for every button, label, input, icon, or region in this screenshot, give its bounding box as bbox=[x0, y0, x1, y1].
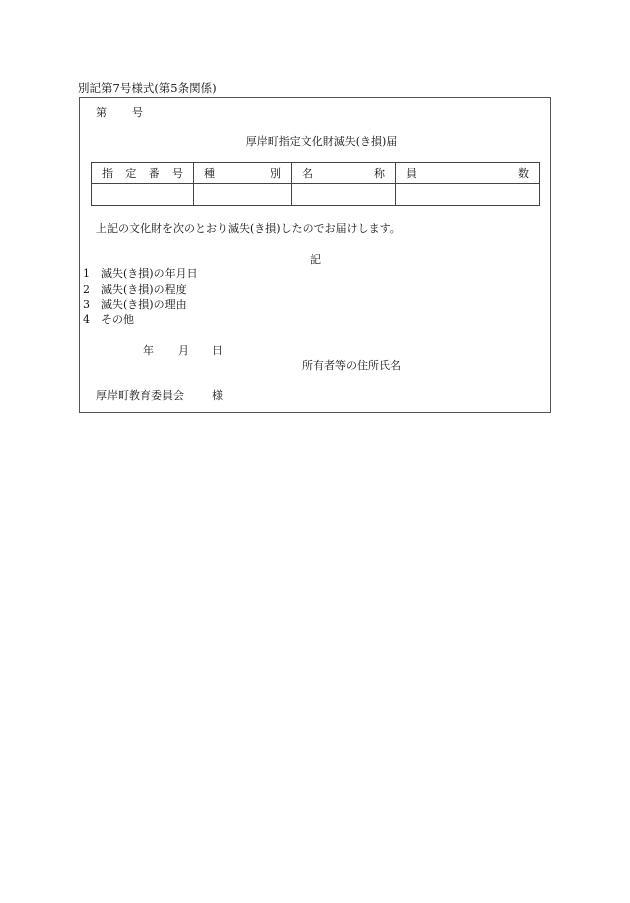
header-name bbox=[292, 163, 396, 184]
item-number: 4 bbox=[83, 313, 90, 326]
list-item bbox=[83, 284, 187, 295]
number-prefix: 第 bbox=[96, 106, 107, 119]
cell-type[interactable] bbox=[194, 184, 292, 206]
item-number: 2 bbox=[83, 283, 90, 296]
cell-designation-number[interactable] bbox=[92, 184, 194, 206]
ki-heading: 記 bbox=[310, 253, 321, 266]
date-year-label: 年 bbox=[143, 344, 154, 357]
header-char: 別 bbox=[270, 166, 281, 180]
header-char: 種 bbox=[204, 166, 215, 180]
header-designation-number bbox=[92, 163, 194, 184]
header-char: 号 bbox=[171, 166, 183, 180]
owner-address-name-label: 所有者等の住所氏名 bbox=[302, 359, 401, 372]
header-type bbox=[194, 163, 292, 184]
recipient-name: 厚岸町教育委員会 bbox=[96, 389, 184, 402]
cell-quantity[interactable] bbox=[396, 184, 540, 206]
cell-name[interactable] bbox=[292, 184, 396, 206]
item-text: 滅失(き損)の程度 bbox=[101, 283, 187, 296]
item-text: その他 bbox=[101, 313, 134, 326]
statement-text: 上記の文化財を次のとおり滅失(き損)したのでお届けします。 bbox=[96, 222, 401, 235]
list-item bbox=[83, 299, 187, 310]
list-item bbox=[83, 268, 198, 279]
number-suffix: 号 bbox=[132, 106, 143, 119]
form-header: 別記第7号様式(第5条関係) bbox=[78, 81, 217, 95]
property-table bbox=[91, 162, 540, 206]
header-char: 称 bbox=[374, 166, 385, 180]
header-char: 数 bbox=[518, 166, 529, 180]
item-number: 3 bbox=[83, 298, 90, 311]
item-number: 1 bbox=[83, 267, 90, 280]
date-day-label: 日 bbox=[212, 344, 223, 357]
header-char: 名 bbox=[302, 166, 313, 180]
table-header-row bbox=[92, 163, 540, 184]
header-char: 番 bbox=[148, 166, 160, 180]
header-char: 定 bbox=[125, 166, 137, 180]
honorific: 様 bbox=[212, 389, 223, 402]
list-item bbox=[83, 314, 134, 325]
item-text: 滅失(き損)の理由 bbox=[101, 298, 187, 311]
item-text: 滅失(き損)の年月日 bbox=[101, 267, 198, 280]
header-char: 指 bbox=[102, 166, 113, 180]
header-char: 員 bbox=[406, 166, 417, 180]
form-title: 厚岸町指定文化財滅失(き損)届 bbox=[245, 135, 398, 148]
header-quantity bbox=[396, 163, 540, 184]
table-row bbox=[92, 184, 540, 206]
date-month-label: 月 bbox=[178, 344, 189, 357]
